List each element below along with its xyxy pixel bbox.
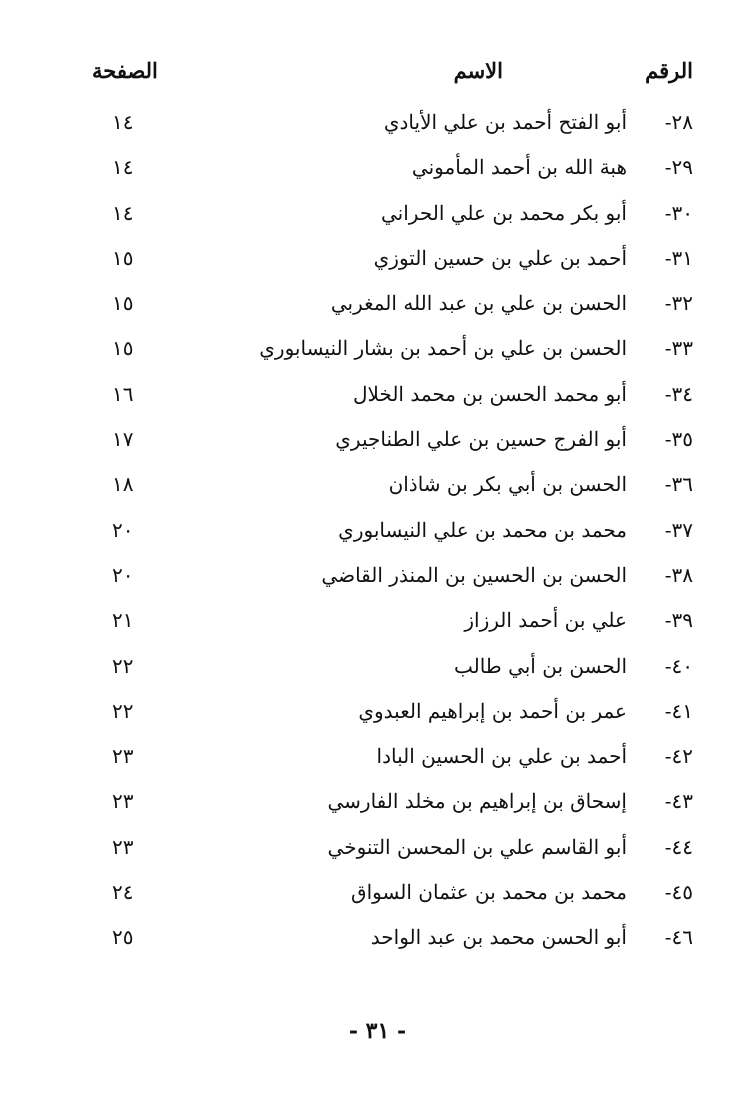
entry-page: ١٥ — [112, 291, 134, 316]
entry-number: ٤١- — [664, 698, 693, 723]
entry-name: أبو الحسن محمد بن عبد الواحد — [370, 925, 627, 950]
table-row — [0, 417, 755, 462]
entry-number: ٣٤- — [664, 381, 693, 406]
entry-page: ٢٠ — [112, 562, 134, 587]
entry-page: ٢٥ — [112, 925, 134, 950]
entry-number: ٤٠- — [664, 653, 693, 678]
entry-number: ٤٥- — [664, 880, 693, 905]
entry-name: إسحاق بن إبراهيم بن مخلد الفارسي — [327, 789, 627, 814]
entry-page: ٢١ — [112, 608, 134, 633]
entry-page: ٢٣ — [112, 834, 134, 859]
entry-page: ٢٢ — [112, 698, 134, 723]
header-name: الاسم — [453, 58, 503, 83]
entry-name: أحمد بن علي بن حسين التوزي — [373, 245, 627, 270]
entry-number: ٤٢- — [664, 744, 693, 769]
page-number: - ٣١ - — [348, 1018, 407, 1044]
entry-number: ٣٦- — [664, 472, 693, 497]
header-number: الرقم — [645, 58, 693, 83]
table-row — [0, 644, 755, 689]
entry-number: ٣٧- — [664, 517, 693, 542]
entry-name: الحسن بن علي بن عبد الله المغربي — [330, 291, 627, 316]
table-row — [0, 870, 755, 915]
entry-name: هبة الله بن أحمد المأموني — [411, 155, 627, 180]
entry-page: ٢٣ — [112, 789, 134, 814]
entry-name: الحسن بن أبي طالب — [453, 653, 627, 678]
table-row — [0, 236, 755, 281]
table-row — [0, 689, 755, 734]
entry-name: علي بن أحمد الرزاز — [464, 608, 627, 633]
entry-name: أبو محمد الحسن بن محمد الخلال — [352, 381, 627, 406]
table-row — [0, 372, 755, 417]
table-row — [0, 825, 755, 870]
entry-name: أحمد بن علي بن الحسين البادا — [376, 744, 627, 769]
table-row — [0, 779, 755, 824]
entry-page: ١٥ — [112, 245, 134, 270]
entry-page: ١٥ — [112, 336, 134, 361]
entry-name: الحسن بن أبي بكر بن شاذان — [388, 472, 627, 497]
entry-page: ١٤ — [112, 200, 134, 225]
table-row — [0, 145, 755, 190]
entry-name: أبو بكر محمد بن علي الحراني — [381, 200, 627, 225]
entry-name: محمد بن محمد بن علي النيسابوري — [338, 517, 627, 542]
entry-page: ٢٢ — [112, 653, 134, 678]
entry-page: ١٤ — [112, 155, 134, 180]
index-table — [0, 100, 755, 961]
entry-page: ٢٣ — [112, 744, 134, 769]
entry-number: ٣٣- — [664, 336, 693, 361]
entry-number: ٤٦- — [664, 925, 693, 950]
entry-number: ٣٩- — [664, 608, 693, 633]
table-row — [0, 462, 755, 507]
table-row — [0, 191, 755, 236]
entry-page: ١٧ — [112, 427, 134, 452]
entry-number: ٤٣- — [664, 789, 693, 814]
table-row — [0, 508, 755, 553]
entry-number: ٢٩- — [664, 155, 693, 180]
entry-name: أبو الفرج حسين بن علي الطناجيري — [335, 427, 627, 452]
table-row — [0, 598, 755, 643]
table-row — [0, 734, 755, 779]
header-page: الصفحة — [92, 58, 158, 83]
entry-name: أبو القاسم علي بن المحسن التنوخي — [327, 834, 627, 859]
table-row — [0, 553, 755, 598]
table-row — [0, 326, 755, 371]
table-header — [0, 58, 755, 94]
entry-name: أبو الفتح أحمد بن علي الأيادي — [383, 110, 627, 134]
entry-name: عمر بن أحمد بن إبراهيم العبدوي — [358, 698, 627, 723]
entry-number: ٣٨- — [664, 562, 693, 587]
table-row — [0, 915, 755, 960]
entry-number: ٣٥- — [664, 427, 693, 452]
entry-page: ٢٠ — [112, 517, 134, 542]
table-row — [0, 100, 755, 145]
entry-number: ٣٢- — [664, 291, 693, 316]
entry-number: ٢٨- — [664, 110, 693, 134]
entry-page: ١٨ — [112, 472, 134, 497]
entry-name: الحسن بن الحسين بن المنذر القاضي — [321, 562, 627, 587]
entry-page: ١٤ — [112, 110, 134, 134]
entry-name: الحسن بن علي بن أحمد بن بشار النيسابوري — [259, 336, 627, 361]
table-row — [0, 281, 755, 326]
entry-number: ٤٤- — [664, 834, 693, 859]
entry-page: ٢٤ — [112, 880, 134, 905]
entry-number: ٣١- — [664, 245, 693, 270]
entry-number: ٣٠- — [664, 200, 693, 225]
entry-page: ١٦ — [112, 381, 134, 406]
entry-name: محمد بن محمد بن عثمان السواق — [351, 880, 627, 905]
